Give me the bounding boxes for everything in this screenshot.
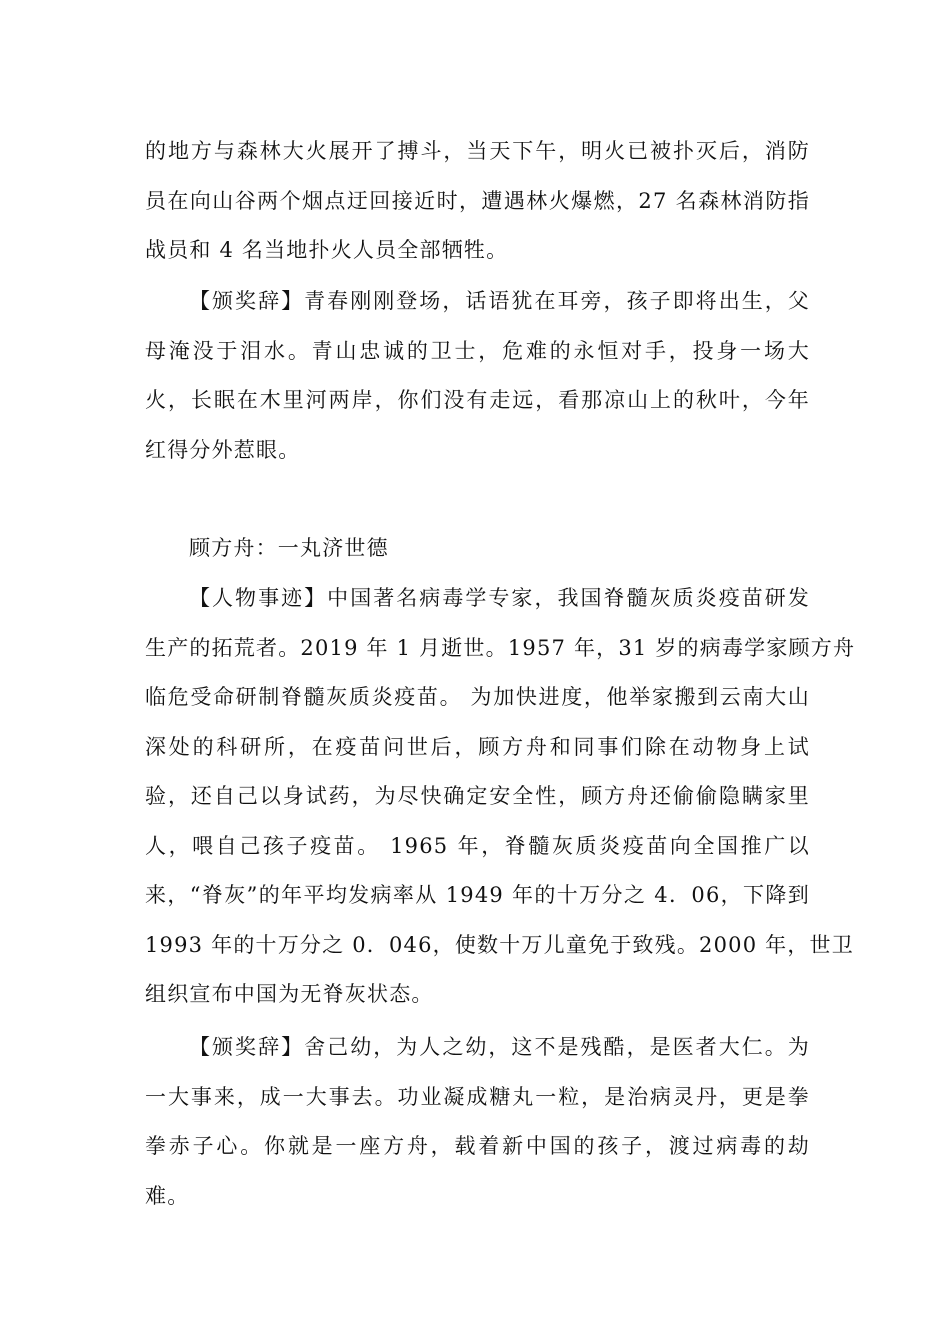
text-line: 深处的科研所，在疫苗问世后，顾方舟和同事们除在动物身上试	[145, 734, 810, 759]
text-line: 1993 年的十万分之 0．046，使数十万儿童免于致残。2000 年，世卫	[145, 932, 854, 957]
text-line: 验，还自己以身试药，为尽快确定安全性，顾方舟还偷偷隐瞒家里	[145, 784, 810, 808]
text-line: 难。	[145, 1183, 190, 1208]
text-line: 拳赤子心。你就是一座方舟，载着新中国的孩子，渡过病毒的劫	[145, 1134, 810, 1158]
text-line: 生产的拓荒者。2019 年 1 月逝世。1957 年，31 岁的病毒学家顾方舟	[145, 635, 856, 660]
section2-paragraph1	[145, 574, 856, 1020]
section2-heading-block	[145, 524, 810, 574]
text-line: 母淹没于泪水。青山忠诚的卫士，危难的永恒对手，投身一场大	[145, 338, 810, 363]
section1-paragraph1	[145, 127, 810, 276]
text-line: 人，喂自己孩子疫苗。 1965 年，脊髓灰质炎疫苗向全国推广以	[145, 833, 810, 858]
section1-award-citation	[145, 277, 810, 475]
text-line: 红得分外惹眼。	[145, 437, 301, 462]
text-line: 【人物事迹】中国著名病毒学专家，我国脊髓灰质炎疫苗研发	[189, 586, 810, 610]
text-line: 【颁奖辞】青春刚刚登场，话语犹在耳旁，孩子即将出生，父	[189, 289, 810, 313]
text-line: 来，“脊灰”的年平均发病率从 1949 年的十万分之 4．06，下降到	[145, 883, 810, 907]
text-line: 的地方与森林大火展开了搏斗，当天下午，明火已被扑灭后，消防	[145, 139, 810, 163]
text-line: 【颁奖辞】舍己幼，为人之幼，这不是残酷，是医者大仁。为	[189, 1035, 810, 1059]
text-line: 临危受命研制脊髓灰质炎疫苗。 为加快进度，他举家搬到云南大山	[145, 685, 810, 709]
text-line: 组织宣布中国为无脊灰状态。	[145, 982, 434, 1006]
text-line: 员在向山谷两个烟点迂回接近时，遭遇林火爆燃，27 名森林消防指	[145, 188, 810, 213]
text-line: 战员和 4 名当地扑火人员全部牺牲。	[145, 238, 509, 262]
text-line: 火，长眠在木里河两岸，你们没有走远，看那凉山上的秋叶，今年	[145, 388, 810, 412]
text-line: 一大事来，成一大事去。功业凝成糖丸一粒，是治病灵丹，更是拳	[145, 1084, 810, 1109]
section-heading: 顾方舟：一丸济世德	[189, 536, 389, 560]
section2-award-citation	[145, 1023, 810, 1221]
